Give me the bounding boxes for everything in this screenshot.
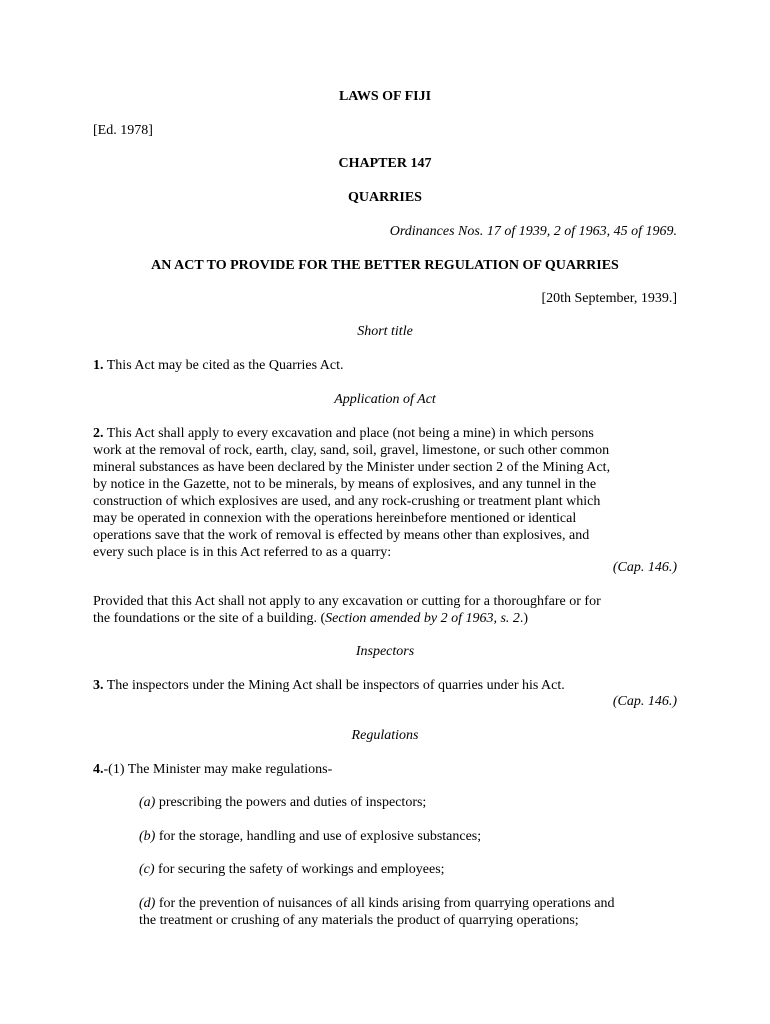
section-2-text bbox=[93, 425, 683, 561]
section-2-line: construction of which explosives are used, and any rock-crushing or treatment plant which bbox=[93, 494, 601, 509]
section-4-number: 4. bbox=[93, 762, 104, 777]
section-3-number: 3. bbox=[93, 678, 104, 693]
item-label: (b) bbox=[139, 829, 156, 844]
list-item: (d) for the prevention of nuisances of all kinds arising from quarrying operations and the treatment or crushing of any materials the product of quarrying operations; bbox=[139, 896, 615, 928]
edition: [Ed. 1978] bbox=[93, 123, 153, 138]
commencement-date: [20th September, 1939.] bbox=[541, 291, 677, 306]
section-3-heading: Inspectors bbox=[355, 644, 415, 659]
section-4-intro: 4.-(1) The Minister may make regulations- bbox=[93, 762, 333, 777]
section-2-heading: Application of Act bbox=[334, 392, 436, 407]
section-2-number: 2. bbox=[93, 426, 104, 441]
item-label: (c) bbox=[139, 862, 155, 877]
section-4-heading: Regulations bbox=[351, 728, 419, 743]
item-label: (a) bbox=[139, 795, 156, 810]
section-2-line: operations save that the work of removal is effected by means other than explosives, and bbox=[93, 528, 590, 543]
item-label: (d) bbox=[139, 896, 156, 911]
laws-heading: LAWS OF FIJI bbox=[338, 89, 432, 104]
list-item: (c) for securing the safety of workings and employees; bbox=[139, 862, 445, 877]
section-2-line: mineral substances as have been declared by the Minister under section 2 of the Mining Act, bbox=[93, 460, 611, 475]
chapter-title: QUARRIES bbox=[348, 190, 422, 205]
ordinances: Ordinances Nos. 17 of 1939, 2 of 1963, 45 of 1969. bbox=[389, 224, 677, 239]
chapter-heading: CHAPTER 147 bbox=[338, 156, 432, 171]
section-3-text: 3. The inspectors under the Mining Act shall be inspectors of quarries under his Act. bbox=[93, 678, 565, 693]
section-2-cap: (Cap. 146.) bbox=[612, 560, 677, 575]
section-2-line: 2. This Act shall apply to every excavation and place (not being a mine) in which persons bbox=[93, 426, 594, 441]
section-1-heading: Short title bbox=[357, 324, 413, 339]
section-2-line: may be operated in connexion with the operations hereinbefore mentioned or identical bbox=[93, 511, 577, 526]
section-2-line: every such place is in this Act referred to as a quarry: bbox=[93, 545, 392, 560]
section-1-body: This Act may be cited as the Quarries Act. bbox=[103, 358, 344, 373]
section-1-text bbox=[93, 357, 683, 374]
section-1-number: 1. bbox=[93, 358, 104, 373]
section-2-line: work at the removal of rock, earth, clay, sand, soil, gravel, limestone, or such other common bbox=[93, 443, 610, 458]
list-item: (a) prescribing the powers and duties of inspectors; bbox=[139, 795, 427, 810]
section-2-proviso: Provided that this Act shall not apply to any excavation or cutting for a thoroughfare or for the foundations or the site of a building. (Section amended by 2 of 1963, s. 2.) bbox=[93, 594, 601, 626]
act-title: AN ACT TO PROVIDE FOR THE BETTER REGULATION OF QUARRIES bbox=[151, 258, 619, 273]
section-3-cap: (Cap. 146.) bbox=[612, 694, 677, 709]
amendment-note: Section amended by 2 of 1963, s. 2 bbox=[325, 611, 520, 626]
list-item: (b) for the storage, handling and use of explosive substances; bbox=[139, 829, 482, 844]
section-2-line: by notice in the Gazette, not to be minerals, by means of explosives, and any tunnel in the bbox=[93, 477, 597, 492]
